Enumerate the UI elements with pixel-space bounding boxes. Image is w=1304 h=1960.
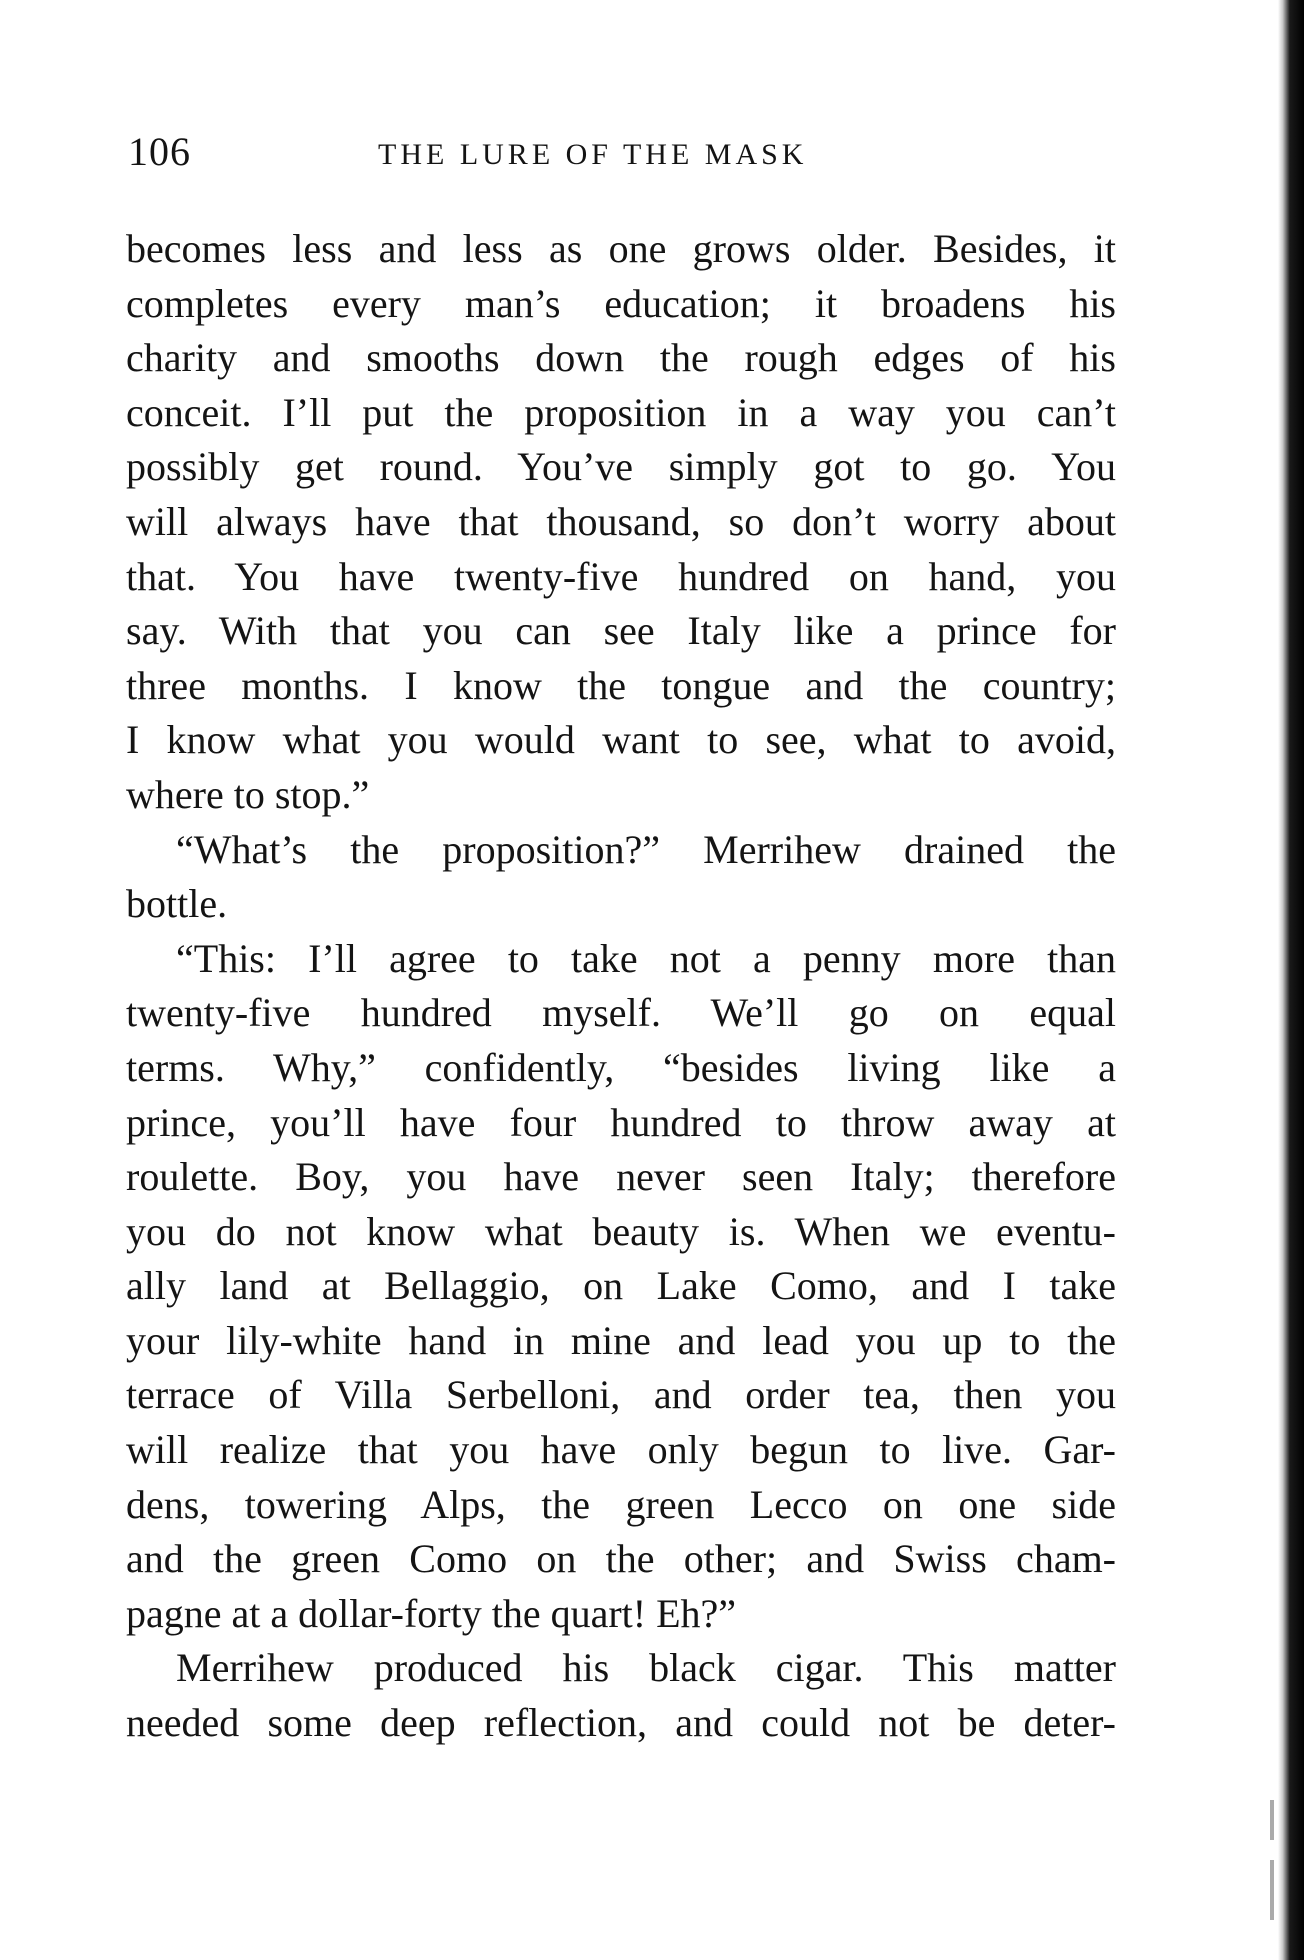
text-line: Merrihew produced his black cigar. This matter xyxy=(176,1645,1116,1691)
text-line: twenty-five hundred myself. We’ll go on equal xyxy=(126,990,1116,1036)
text-line: pagne at a dollar-forty the quart! Eh?” xyxy=(126,1590,737,1636)
body-text xyxy=(126,222,1116,1751)
scan-speck xyxy=(1270,1800,1274,1840)
running-head xyxy=(128,128,1128,178)
running-title: THE LURE OF THE MASK xyxy=(378,138,808,171)
text-line: charity and smooths down the rough edges of his xyxy=(126,335,1116,381)
scan-speck xyxy=(1270,1860,1274,1920)
text-line: conceit. I’ll put the proposition in a way you can’t xyxy=(126,389,1116,435)
text-line: that. You have twenty-five hundred on hand, you xyxy=(126,553,1116,599)
text-line: prince, you’ll have four hundred to throw away at xyxy=(126,1099,1116,1145)
paragraph-4 xyxy=(126,1641,1116,1750)
text-line: I know what you would want to see, what to avoid, xyxy=(126,717,1116,763)
text-line: “What’s the proposition?” Merrihew drained the xyxy=(176,826,1116,872)
text-line: will realize that you have only begun to live. Gar- xyxy=(126,1427,1116,1473)
binding-gutter-shadow xyxy=(1278,0,1304,1960)
paragraph-3 xyxy=(126,932,1116,1642)
text-line: “This: I’ll agree to take not a penny more than xyxy=(176,935,1116,981)
text-line: will always have that thousand, so don’t worry about xyxy=(126,498,1116,544)
text-line: dens, towering Alps, the green Lecco on one side xyxy=(126,1481,1116,1527)
text-line: and the green Como on the other; and Swiss cham- xyxy=(126,1536,1116,1582)
page-number: 106 xyxy=(128,129,191,174)
text-line: ally land at Bellaggio, on Lake Como, and I take xyxy=(126,1263,1116,1309)
text-line: needed some deep reflection, and could not be deter- xyxy=(126,1700,1116,1746)
text-line: three months. I know the tongue and the country; xyxy=(126,662,1116,708)
text-line: becomes less and less as one grows older. Besides, it xyxy=(126,226,1116,271)
paragraph-1 xyxy=(126,222,1116,823)
text-line: terms. Why,” confidently, “besides living like a xyxy=(126,1044,1116,1090)
text-line: you do not know what beauty is. When we eventu- xyxy=(126,1208,1116,1254)
text-line: bottle. xyxy=(126,881,228,927)
text-line: where to stop.” xyxy=(126,771,370,817)
text-line: completes every man’s education; it broadens his xyxy=(126,280,1116,326)
paragraph-2 xyxy=(126,823,1116,932)
text-line: say. With that you can see Italy like a prince for xyxy=(126,608,1116,654)
text-line: roulette. Boy, you have never seen Italy; therefore xyxy=(126,1154,1116,1200)
text-line: your lily-white hand in mine and lead you up to the xyxy=(126,1317,1116,1363)
text-line: possibly get round. You’ve simply got to go. You xyxy=(126,444,1116,490)
text-line: terrace of Villa Serbelloni, and order tea, then you xyxy=(126,1372,1116,1418)
